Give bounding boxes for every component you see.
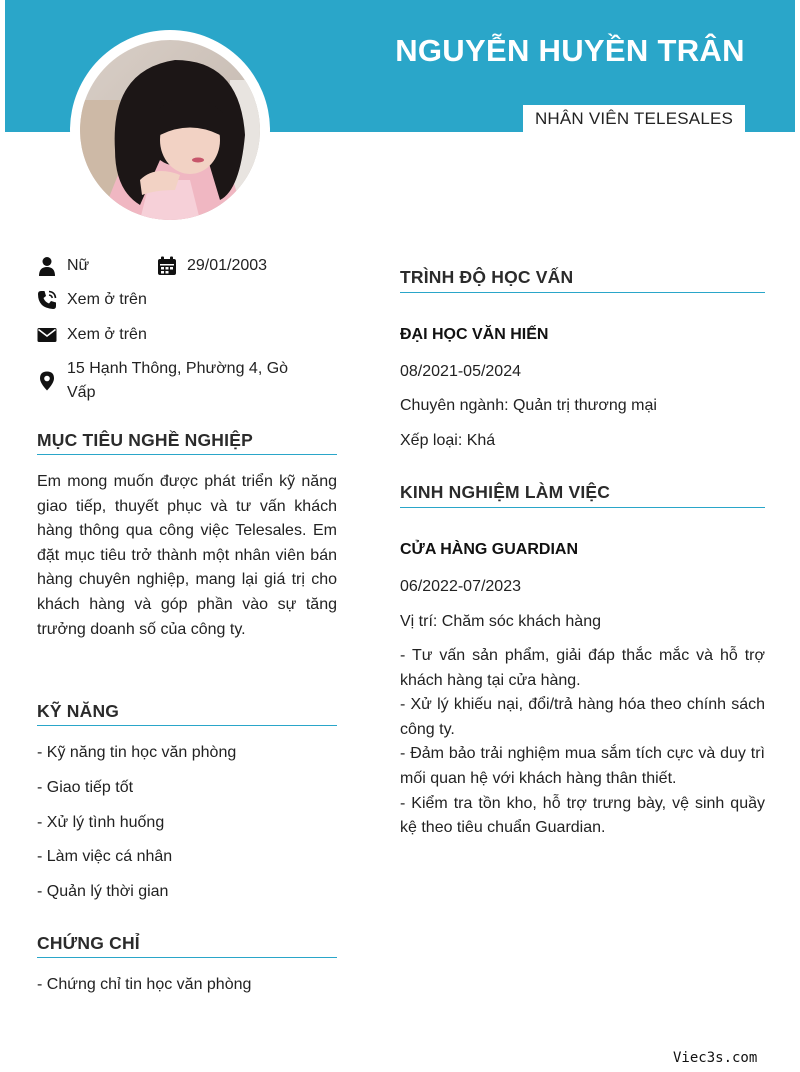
skill-item: - Làm việc cá nhân <box>37 848 173 865</box>
objective-text: Em mong muốn được phát triển kỹ năng giao tiếp, thuyết phục và tư vấn khách hàng thông qua công việc Telesales. Em đặt mục tiêu trở thành một nhân viên bán hàng chuyên nghiệp, mang lại giá trị cho khách hàng và góp phần vào sự tăng trưởng doanh số của công ty. <box>37 473 337 638</box>
gender-row <box>37 254 89 278</box>
skills-title: KỸ NĂNG <box>37 701 120 721</box>
experience-title: KINH NGHIỆM LÀM VIỆC <box>400 482 611 502</box>
skill-item: - Xử lý tình huống <box>37 814 165 831</box>
skill-item: - Giao tiếp tốt <box>37 779 134 796</box>
skill-item: - Quản lý thời gian <box>37 883 169 900</box>
education-major: Chuyên ngành: Quản trị thương mại <box>400 397 657 414</box>
education-divider <box>400 292 765 293</box>
experience-period: 06/2022-07/2023 <box>400 578 521 595</box>
certificate-item: - Chứng chỉ tin học văn phòng <box>37 976 252 993</box>
certificates-title: CHỨNG CHỈ <box>37 933 140 953</box>
certificates-divider <box>37 957 337 958</box>
phone-row <box>37 288 147 312</box>
job-title: NHÂN VIÊN TELESALES <box>523 105 745 133</box>
company-name: CỬA HÀNG GUARDIAN <box>400 541 579 558</box>
birthday-row <box>157 254 267 278</box>
calendar-icon <box>157 254 177 278</box>
address-row <box>37 357 317 405</box>
person-icon <box>37 254 57 278</box>
address-text: 15 Hạnh Thông, Phường 4, Gò Vấp <box>67 360 289 401</box>
candidate-name: NGUYỄN HUYỀN TRÂN <box>395 33 745 68</box>
education-grade: Xếp loại: Khá <box>400 432 496 449</box>
footer-brand: Viec3s.com <box>673 1050 758 1066</box>
skill-item: - Kỹ năng tin học văn phòng <box>37 744 237 761</box>
experience-position: Vị trí: Chăm sóc khách hàng <box>400 613 601 630</box>
birthday-text: 29/01/2003 <box>187 257 268 274</box>
email-text: Xem ở trên <box>67 326 147 343</box>
location-pin-icon <box>37 357 57 405</box>
gender-text: Nữ <box>67 257 90 274</box>
objective-title: MỤC TIÊU NGHỀ NGHIỆP <box>37 430 253 450</box>
envelope-icon <box>37 323 57 347</box>
education-period: 08/2021-05/2024 <box>400 363 521 380</box>
phone-text: Xem ở trên <box>67 291 147 308</box>
experience-divider <box>400 507 765 508</box>
school-name: ĐẠI HỌC VĂN HIẾN <box>400 326 549 343</box>
phone-icon <box>37 288 57 312</box>
education-title: TRÌNH ĐỘ HỌC VẤN <box>400 267 574 287</box>
avatar <box>80 40 260 220</box>
email-row <box>37 323 147 347</box>
experience-duties: - Tư vấn sản phẩm, giải đáp thắc mắc và hỗ trợ khách hàng tại cửa hàng. - Xử lý khiếu nại, đổi/trả hàng hóa theo chính sách công ty. - Đảm bảo trải nghiệm mua sắm tích cực và duy trì mối quan hệ với khách hàng thân thiết. - Kiểm tra tồn kho, hỗ trợ trưng bày, vệ sinh quầy kệ theo tiêu chuẩn Guardian. <box>400 647 765 837</box>
skills-divider <box>37 725 337 726</box>
objective-divider <box>37 454 337 455</box>
